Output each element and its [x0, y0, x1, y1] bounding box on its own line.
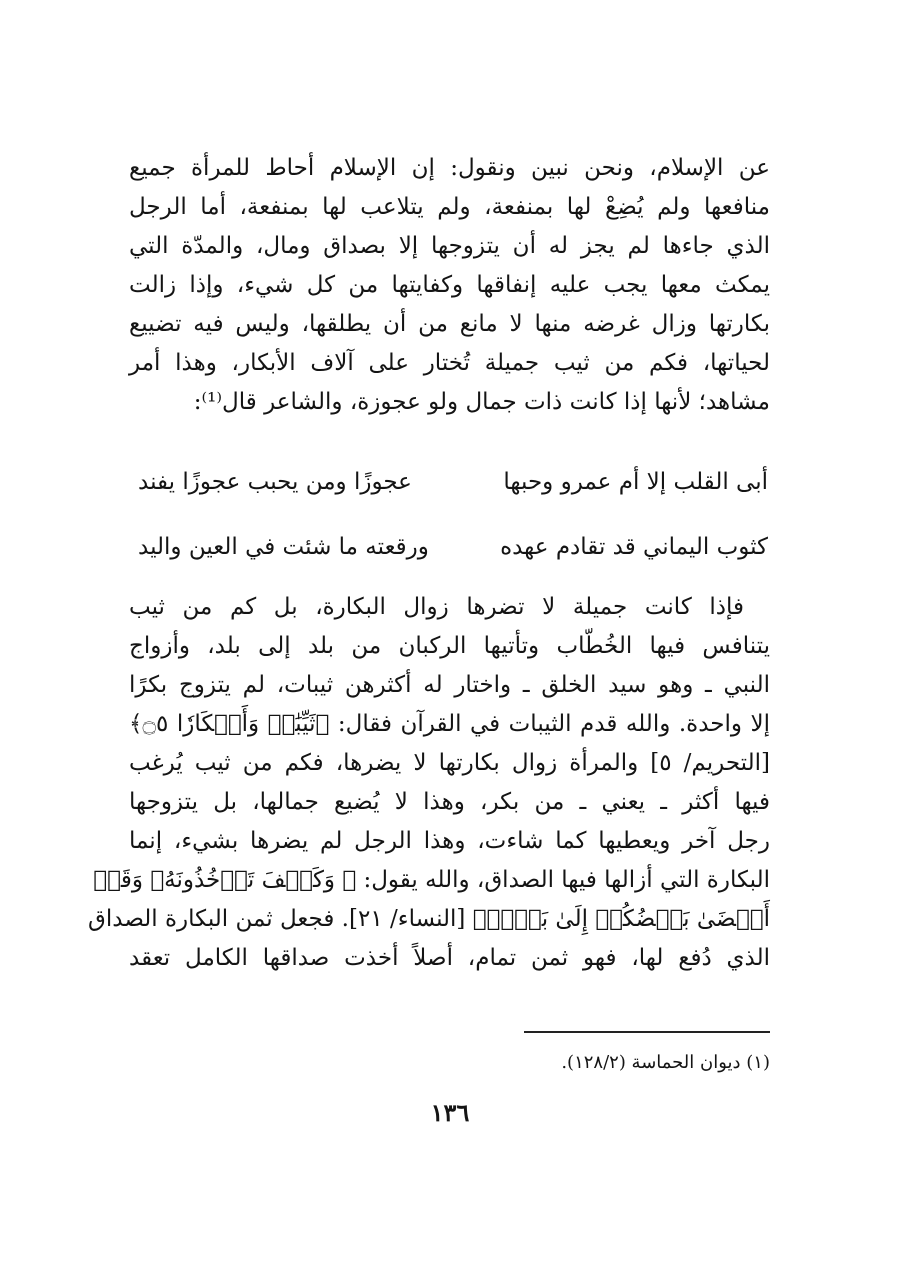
text-line: عن الإسلام، ونحن نبين ونقول: إن الإسلام أحاط للمرأة جميع — [129, 155, 770, 181]
footnote: (١) ديوان الحماسة (١٢٨/٢). — [561, 1052, 770, 1073]
text-line: بكارتها وزال غرضه منها لا مانع من أن يطلقها، وليس فيه تضييع — [129, 311, 770, 337]
poem-verse — [138, 527, 768, 567]
verse-first-hemistich: كثوب اليماني قد تقادم عهده — [500, 534, 768, 560]
text-line: الذي جاءها لم يجز له أن يتزوجها إلا بصداق ومال، والمدّة التي — [129, 233, 770, 259]
text-line: يتنافس فيها الخُطّاب وتأتيها الركبان من بلد إلى بلد، وأزواج — [129, 633, 770, 659]
quran-citation-line: البكارة التي أزالها فيها الصداق، والله يقول: ﴿ وَكَيۡفَ تَأۡخُذُونَهُۥ وَقَدۡ — [93, 867, 770, 893]
paragraph-2 — [88, 588, 770, 978]
poem-verse — [138, 462, 768, 502]
verse-second-hemistich: ورقعته ما شئت في العين واليد — [138, 534, 429, 560]
quran-citation-line: إلا واحدة. والله قدم الثيبات في القرآن فقال: ﴿ثَيِّبَٰتٖ وَأَبۡكَارٗا ۝٥﴾ — [129, 711, 770, 737]
text-line: فإذا كانت جميلة لا تضرها زوال البكارة، بل كم من ثيب — [129, 594, 744, 620]
footnote-separator — [524, 1031, 770, 1033]
paragraph-1 — [129, 149, 770, 422]
text-line: لحياتها، فكم من ثيب جميلة تُختار على آلاف الأبكار، وهذا أمر — [129, 350, 770, 376]
verse-second-hemistich: عجوزًا ومن يحبب عجوزًا يفند — [138, 469, 412, 495]
quran-citation-line: أَفۡضَىٰ بَعۡضُكُمۡ إِلَىٰ بَعۡضٖ﴾ [النساء/ ٢١]. فجعل ثمن البكارة الصداق — [88, 906, 770, 932]
text-line: يمكث معها يجب عليه إنفاقها وكفايتها من كل شيء، وإذا زالت — [129, 272, 770, 298]
page-number: ١٣٦ — [430, 1098, 470, 1127]
text-line: فيها أكثر ـ يعني ـ من بكر، وهذا لا يُضيع جمالها، بل يتزوجها — [129, 789, 770, 815]
text-line: رجل آخر ويعطيها كما شاءت، وهذا الرجل لم يضرها بشيء، إنما — [129, 828, 770, 854]
text-line: الذي دُفع لها، فهو ثمن تمام، أصلاً أخذت صداقها الكامل تعقد — [129, 945, 770, 971]
text-line: منافعها ولم يُضِعْ لها بمنفعة، ولم يتلاعب لها بمنفعة، أما الرجل — [129, 194, 770, 220]
text-line: [التحريم/ ٥] والمرأة زوال بكارتها لا يضرها، فكم من ثيب يُرغب — [129, 750, 770, 776]
text-line: النبي ـ وهو سيد الخلق ـ واختار له أكثرهن ثيبات، لم يتزوج بكرًا — [129, 672, 770, 698]
verse-first-hemistich: أبى القلب إلا أم عمرو وحبها — [503, 469, 768, 495]
text-line: مشاهد؛ لأنها إذا كانت ذات جمال ولو عجوزة، والشاعر قال⁽¹⁾: — [193, 389, 770, 415]
